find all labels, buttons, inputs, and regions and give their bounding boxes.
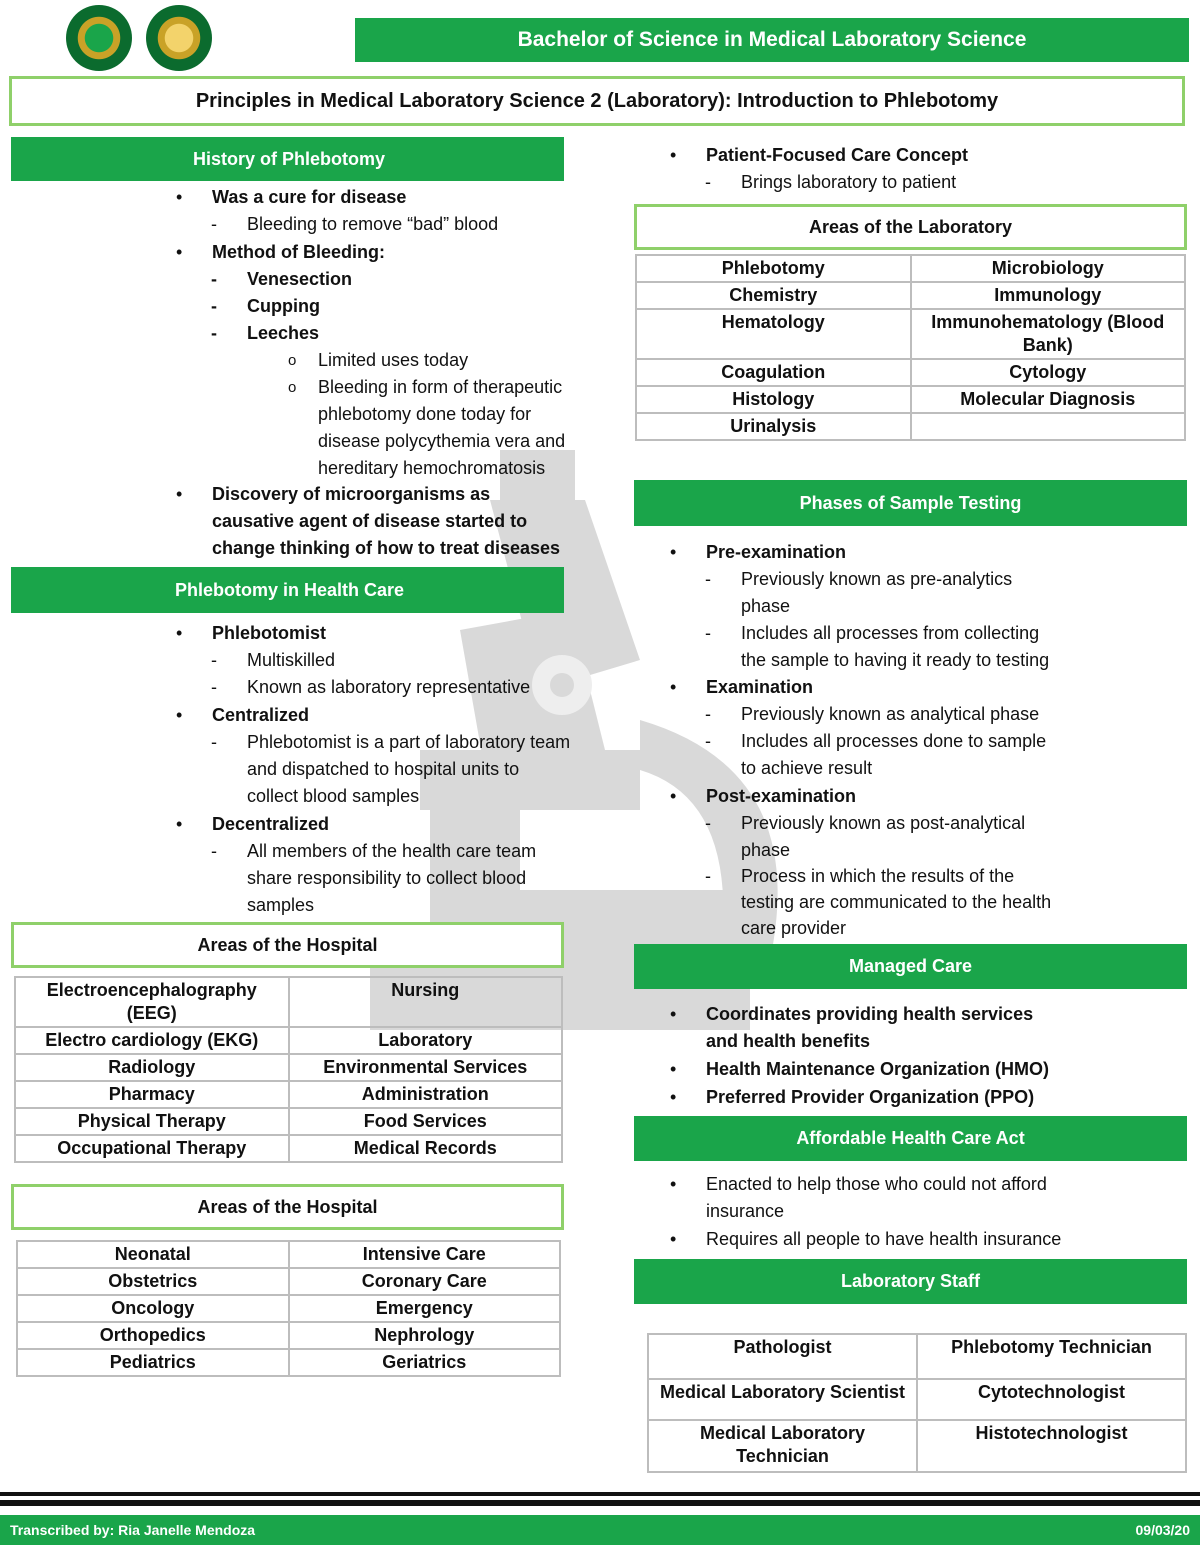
bullet-post-examination: • Post-examination — [706, 783, 856, 810]
sub-post-b: - Process in which the results of the — [741, 863, 1014, 890]
table-cell: Electroencephalography (EEG) — [15, 977, 289, 1027]
table-cell: Coronary Care — [289, 1268, 561, 1295]
table-cell: Immunology — [911, 282, 1186, 309]
bullet-examination: • Examination — [706, 674, 813, 701]
table-cell: Urinalysis — [636, 413, 911, 440]
table-cell: Intensive Care — [289, 1241, 561, 1268]
bullet-phlebotomist: • Phlebotomist — [212, 620, 326, 647]
bullet-discovery: • Discovery of microorganisms as — [212, 481, 490, 508]
table-cell: Orthopedics — [17, 1322, 289, 1349]
hospital-areas-table-2 — [16, 1240, 561, 1377]
enacted-line2: insurance — [706, 1201, 785, 1221]
bullet-ppo: • Preferred Provider Organization (PPO) — [706, 1084, 1034, 1111]
table-cell: Immunohematology (Blood Bank) — [911, 309, 1186, 359]
table-row — [636, 359, 1185, 386]
aca-heading-text: Affordable Health Care Act — [796, 1128, 1025, 1148]
table-cell — [911, 413, 1186, 440]
table-cell: Histotechnologist — [917, 1420, 1186, 1472]
history-heading — [11, 137, 564, 181]
sub-cupping: - Cupping — [247, 293, 320, 320]
hospital-areas-heading-2 — [11, 1184, 564, 1230]
table-cell: Phlebotomy Technician — [917, 1334, 1186, 1379]
leeches-note-2: o Bleeding in form of therapeutic — [318, 374, 562, 401]
table-row — [15, 1054, 562, 1081]
footer-date: 09/03/20 — [1135, 1522, 1190, 1538]
sub-pre-a-2: phase — [741, 596, 791, 616]
bullet-method: • Method of Bleeding: — [212, 239, 385, 266]
table-cell: Nephrology — [289, 1322, 561, 1349]
table-cell: Laboratory — [289, 1027, 563, 1054]
hospital-areas-heading-1 — [11, 922, 564, 968]
table-cell: Electro cardiology (EKG) — [15, 1027, 289, 1054]
table-row — [648, 1379, 1186, 1420]
hospital-areas-heading-2-text: Areas of the Hospital — [197, 1196, 378, 1217]
table-cell: Pediatrics — [17, 1349, 289, 1376]
bullet-enacted: • Enacted to help those who could not afford — [706, 1171, 1047, 1198]
table-row — [15, 1081, 562, 1108]
table-cell: Occupational Therapy — [15, 1135, 289, 1162]
lab-areas-heading-text: Areas of the Laboratory — [808, 216, 1013, 237]
lab-staff-table — [647, 1333, 1187, 1473]
table-cell: Medical Laboratory Technician — [648, 1420, 917, 1472]
table-row — [636, 309, 1185, 359]
managed-care-heading — [634, 944, 1187, 989]
table-row — [636, 413, 1185, 440]
aca-heading — [634, 1116, 1187, 1161]
table-cell: Histology — [636, 386, 911, 413]
phases-heading-text: Phases of Sample Testing — [799, 492, 1022, 513]
table-cell: Obstetrics — [17, 1268, 289, 1295]
hospital-areas-table-1 — [14, 976, 563, 1163]
sub-post-a: - Previously known as post-analytical — [741, 810, 1025, 837]
table-cell: Microbiology — [911, 255, 1186, 282]
table-cell: Phlebotomy — [636, 255, 911, 282]
sub-post-b-3: care provider — [741, 918, 847, 938]
lab-staff-heading — [634, 1259, 1187, 1304]
course-title: Principles in Medical Laboratory Science 2 (Laboratory): Introduction to Phlebotomy — [195, 89, 999, 112]
table-cell: Medical Records — [289, 1135, 563, 1162]
bullet-patient-focused: • Patient-Focused Care Concept — [706, 142, 968, 169]
bullet-pre-examination: • Pre-examination — [706, 539, 846, 566]
table-cell: Hematology — [636, 309, 911, 359]
sub-pre-b: - Includes all processes from collecting — [741, 620, 1039, 647]
sub-leeches: - Leeches — [247, 320, 319, 347]
healthcare-heading — [11, 567, 564, 613]
lab-staff-heading-text: Laboratory Staff — [840, 1271, 981, 1291]
sub-exam-b-2: to achieve result — [741, 758, 873, 778]
sub-decentralized-3: samples — [247, 895, 315, 915]
sub-pre-a: - Previously known as pre-analytics — [741, 566, 1012, 593]
sub-pre-b-2: the sample to having it ready to testing — [741, 650, 1050, 670]
table-row — [17, 1349, 560, 1376]
table-row — [15, 1027, 562, 1054]
transcriber-credit: Transcribed by: Ria Janelle Mendoza — [10, 1522, 256, 1538]
table-cell: Medical Laboratory Scientist — [648, 1379, 917, 1420]
discovery-line2: causative agent of disease started to — [212, 511, 528, 531]
table-cell: Cytology — [911, 359, 1186, 386]
table-cell: Molecular Diagnosis — [911, 386, 1186, 413]
history-heading-text: History of Phlebotomy — [193, 148, 386, 169]
sub-decentralized-2: share responsibility to collect blood — [247, 868, 527, 888]
discovery-line3: change thinking of how to treat diseases — [212, 538, 561, 558]
lab-areas-heading — [634, 204, 1187, 250]
table-cell: Coagulation — [636, 359, 911, 386]
course-title-box — [9, 76, 1185, 126]
table-row — [17, 1268, 560, 1295]
sub-exam-a: - Previously known as analytical phase — [741, 701, 1039, 728]
footer-band — [0, 1515, 1200, 1545]
table-row — [648, 1334, 1186, 1379]
leeches-note-2-line2: phlebotomy done today for — [318, 404, 532, 424]
managed-care-heading-text: Managed Care — [848, 956, 973, 976]
sub-centralized-2: and dispatched to hospital units to — [247, 759, 520, 779]
footer-divider-thick — [0, 1500, 1200, 1506]
phases-heading — [634, 480, 1187, 526]
table-row — [636, 255, 1185, 282]
sub-exam-b: - Includes all processes done to sample — [741, 728, 1046, 755]
table-cell: Physical Therapy — [15, 1108, 289, 1135]
table-cell: Pathologist — [648, 1334, 917, 1379]
table-row — [17, 1322, 560, 1349]
sub-lab-rep: - Known as laboratory representative — [247, 674, 530, 701]
table-row — [15, 1108, 562, 1135]
bullet-coordinates: • Coordinates providing health services — [706, 1001, 1033, 1028]
table-row — [15, 1135, 562, 1162]
coordinates-line2: and health benefits — [706, 1031, 871, 1051]
lab-areas-table — [635, 254, 1186, 441]
table-cell: Chemistry — [636, 282, 911, 309]
table-row — [17, 1295, 560, 1322]
bullet-cure: • Was a cure for disease — [212, 184, 406, 211]
table-row — [636, 282, 1185, 309]
sub-centralized-1: - Phlebotomist is a part of laboratory team — [247, 729, 570, 756]
sub-multiskilled: - Multiskilled — [247, 647, 335, 674]
bullet-hmo: • Health Maintenance Organization (HMO) — [706, 1056, 1049, 1083]
table-cell: Radiology — [15, 1054, 289, 1081]
leeches-note-1: o Limited uses today — [318, 347, 468, 374]
table-row — [636, 386, 1185, 413]
table-cell: Geriatrics — [289, 1349, 561, 1376]
table-cell: Pharmacy — [15, 1081, 289, 1108]
program-title: Bachelor of Science in Medical Laboratory Science — [517, 28, 1027, 51]
table-cell: Nursing — [289, 977, 563, 1027]
table-row — [648, 1420, 1186, 1472]
university-seal-logo — [66, 5, 132, 71]
sub-cure: - Bleeding to remove “bad” blood — [247, 211, 498, 238]
leeches-note-2-line3: disease polycythemia vera and — [318, 431, 566, 451]
table-cell: Neonatal — [17, 1241, 289, 1268]
sub-post-a-2: phase — [741, 840, 791, 860]
leeches-note-2-line4: hereditary hemochromatosis — [318, 458, 546, 478]
hospital-areas-heading-1-text: Areas of the Hospital — [197, 934, 378, 955]
sub-post-b-2: testing are communicated to the health — [741, 892, 1052, 912]
table-cell: Environmental Services — [289, 1054, 563, 1081]
table-cell: Cytotechnologist — [917, 1379, 1186, 1420]
table-cell: Oncology — [17, 1295, 289, 1322]
bullet-decentralized: • Decentralized — [212, 811, 329, 838]
table-cell: Food Services — [289, 1108, 563, 1135]
table-row — [15, 977, 562, 1027]
healthcare-heading-text: Phlebotomy in Health Care — [175, 579, 405, 600]
program-banner — [355, 18, 1189, 62]
bullet-centralized: • Centralized — [212, 702, 309, 729]
table-row — [17, 1241, 560, 1268]
department-seal-logo — [146, 5, 212, 71]
sub-centralized-3: collect blood samples — [247, 786, 420, 806]
bullet-requires: • Requires all people to have health insurance — [706, 1226, 1061, 1253]
footer-divider-thin — [0, 1492, 1200, 1496]
sub-decentralized-1: - All members of the health care team — [247, 838, 536, 865]
table-cell: Administration — [289, 1081, 563, 1108]
sub-patient-focused: - Brings laboratory to patient — [741, 169, 956, 196]
table-cell: Emergency — [289, 1295, 561, 1322]
sub-venesection: - Venesection — [247, 266, 352, 293]
